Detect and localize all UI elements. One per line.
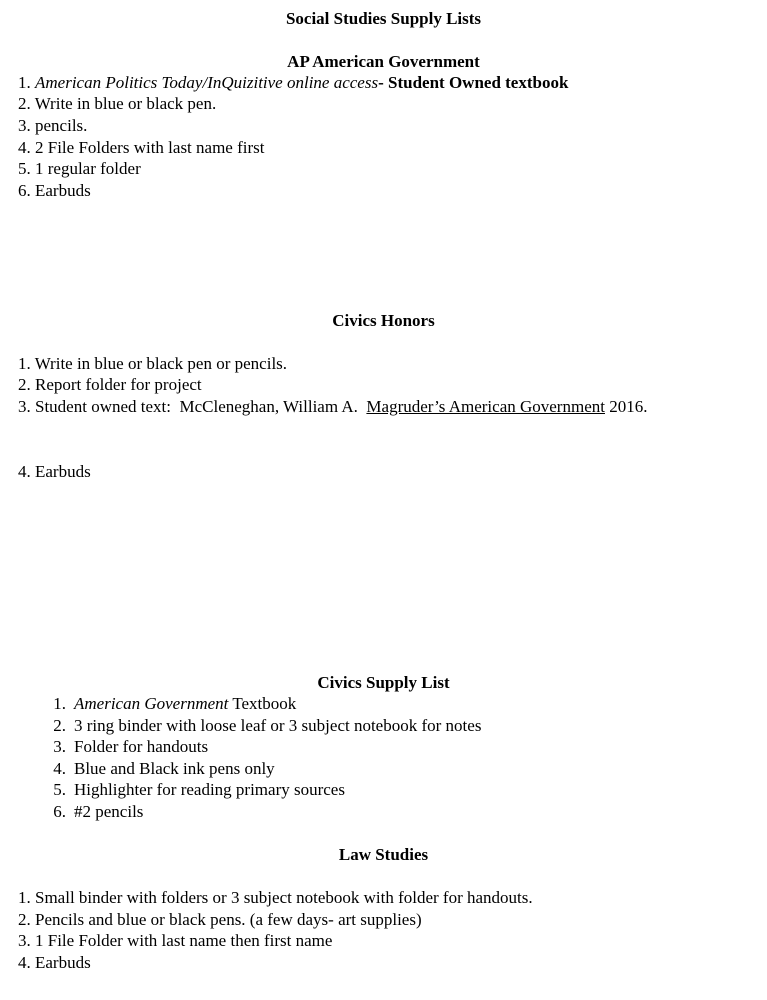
law-item-2: 2. Pencils and blue or black pens. (a few days- art supplies)	[18, 910, 422, 929]
civics-item-2-num: 2.	[53, 716, 66, 735]
civics-item-1-text	[74, 694, 296, 714]
civics-honors-item-3-prefix: 3. Student owned text: McCleneghan, William A.	[18, 397, 367, 416]
civics-honors-item-3	[18, 397, 647, 417]
civics-honors-item-2: 2. Report folder for project	[18, 375, 202, 394]
civics-item-1-title: American Government	[74, 694, 229, 713]
page-title: Social Studies Supply Lists	[285, 9, 482, 28]
law-item-1: 1. Small binder with folders or 3 subject notebook with folder for handouts.	[18, 888, 533, 907]
civics-honors-item-1: 1. Write in blue or black pen or pencils.	[18, 354, 288, 373]
ap-gov-item-1	[18, 73, 568, 93]
ap-gov-item-2: 2. Write in blue or black pen.	[18, 94, 217, 113]
ap-gov-item-1-note: - Student Owned textbook	[378, 73, 569, 92]
law-item-3: 3. 1 File Folder with last name then first name	[18, 931, 333, 950]
civics-item-3-num: 3.	[53, 737, 66, 756]
civics-heading: Civics Supply List	[317, 673, 450, 692]
civics-item-3	[18, 737, 718, 757]
law-heading: Law Studies	[338, 845, 429, 864]
civics-item-1-rest: Textbook	[228, 694, 297, 713]
ap-gov-item-6: 6. Earbuds	[18, 181, 91, 200]
civics-honors-item-4: 4. Earbuds	[18, 462, 91, 481]
civics-item-1-num: 1.	[53, 694, 66, 713]
civics-item-2	[18, 716, 718, 736]
ap-gov-item-1-title: American Politics Today/InQuizitive online access	[35, 73, 379, 92]
civics-item-6-text: #2 pencils	[74, 802, 144, 821]
ap-gov-item-5: 5. 1 regular folder	[18, 159, 141, 178]
civics-item-5-num: 5.	[53, 780, 66, 799]
civics-item-5	[18, 780, 718, 800]
ap-gov-heading: AP American Government	[287, 52, 480, 71]
civics-item-6-num: 6.	[53, 802, 66, 821]
civics-item-4-num: 4.	[53, 759, 66, 778]
civics-item-4-text: Blue and Black ink pens only	[74, 759, 275, 778]
civics-item-3-text: Folder for handouts	[74, 737, 209, 756]
civics-item-6	[18, 802, 718, 822]
ap-gov-item-4: 4. 2 File Folders with last name first	[18, 138, 265, 157]
ap-gov-item-3: 3. pencils.	[18, 116, 88, 135]
civics-honors-heading: Civics Honors	[332, 311, 435, 330]
civics-item-4	[18, 759, 718, 779]
ap-gov-item-1-num: 1.	[18, 73, 31, 92]
law-item-4: 4. Earbuds	[18, 953, 91, 972]
civics-item-1	[18, 694, 718, 714]
civics-item-5-text: Highlighter for reading primary sources	[74, 780, 345, 799]
civics-item-2-text: 3 ring binder with loose leaf or 3 subject notebook for notes	[74, 716, 482, 735]
civics-honors-book-title: Magruder’s American Government	[366, 397, 605, 416]
civics-honors-item-3-suffix: 2016.	[604, 397, 648, 416]
